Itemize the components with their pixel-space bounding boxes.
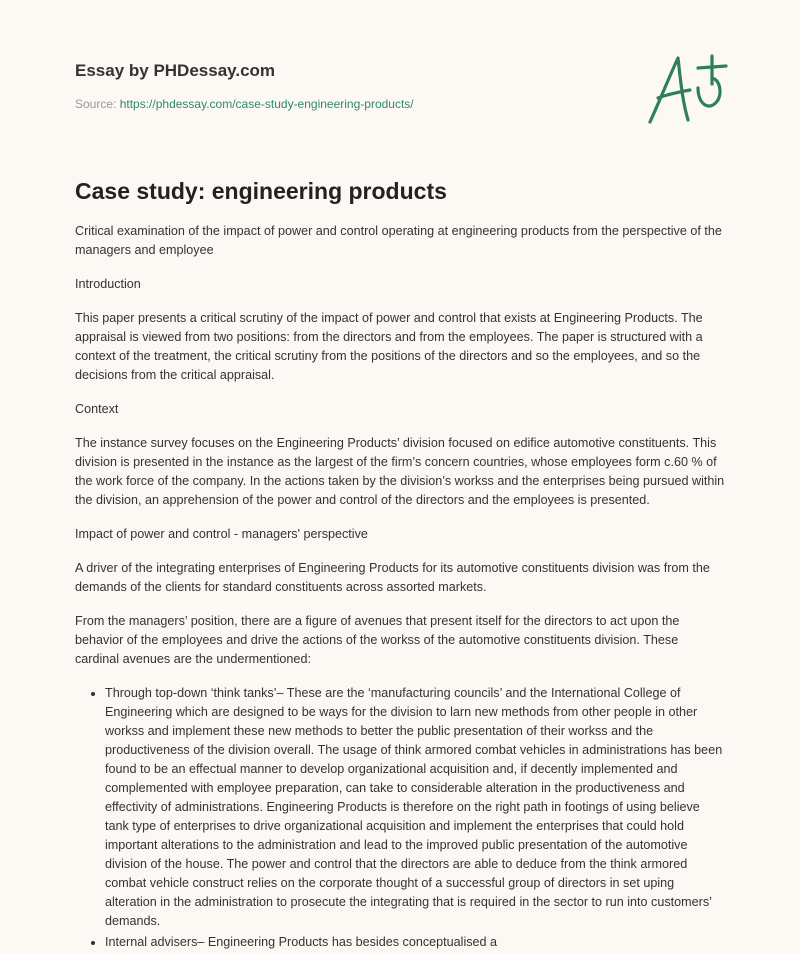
context-text: The instance survey focuses on the Engineering Products’ division focused on edifice automotive constituents. This division is presented in the instance as the largest of the firm’s concern countries, whose employees form c.60 % of the work force of the company. In the actions taken by the division’s workss and the enterprises being pursued within the division, an apprehension of the power and control of the directors and the employees is presented. bbox=[75, 436, 725, 507]
subtitle: Critical examination of the impact of power and control operating at engineering products from the perspective of the managers and employee bbox=[75, 224, 722, 257]
source-line bbox=[75, 97, 414, 111]
impact-text-2: From the managers’ position, there are a figure of avenues that present itself for the directors to act upon the behavior of the employees and drive the actions of the workss of the automotive constituents division. These cardinal avenues are the undermentioned: bbox=[75, 614, 680, 666]
site-title: Essay by PHDessay.com bbox=[75, 61, 276, 80]
a-plus-logo bbox=[640, 50, 730, 130]
article-title: Case study: engineering products bbox=[75, 178, 447, 204]
impact-text-1: A driver of the integrating enterprises of Engineering Products for its automotive constituents division was from the demands of the clients for standard constituents across assorted markets. bbox=[75, 561, 710, 594]
list-item: • Through top-down ‘think tanks’– These are the ‘manufacturing councils’ and the International College of Engineering which are designed to be ways for the division to larn new methods from other people in other workss and implement these new methods to better the public presentation of their workss and the productiveness of the division overall. The usage of think armored combat vehicles in administrations has been found to be an effectual manner to develop organizational acquisition and, if decently implemented and complemented with employee preparation, can take to considerable alteration in the productiveness and effectivity of administrations. Engineering Products is therefore on the right path in footings of using believe tank type of enterprises to drive organizational acquisition and implement the enterprises that could hold important alterations to the administration and lead to the improved public presentation of the automotive division of the house. The power and control that the directors are able to deduce from the think armored combat vehicle construct relies on the corporate thought of a successful group of directors in set uping alteration in the administration to prosecute the integrating that is required in the sector to run into customers’ demands. bbox=[105, 684, 725, 931]
source-link[interactable]: https://phdessay.com/case-study-engineering-products/ bbox=[119, 97, 414, 111]
list-item: • Internal advisers– Engineering Products has besides conceptualised a bbox=[105, 933, 725, 952]
impact-heading: Impact of power and control - managers' perspective bbox=[75, 527, 368, 541]
introduction-heading: Introduction bbox=[75, 277, 141, 291]
introduction-text: This paper presents a critical scrutiny of the impact of power and control that exists at Engineering Products. The appraisal is viewed from two positions: from the directors and from the employees. The paper is structured with a context of the treatment, the critical scrutiny from the positions of the directors and so the employees, and so the decisions from the critical appraisal. bbox=[75, 311, 703, 382]
source-label: Source: bbox=[75, 97, 117, 111]
avenues-list bbox=[75, 684, 725, 952]
context-heading: Context bbox=[75, 402, 119, 416]
article-body bbox=[75, 222, 725, 954]
